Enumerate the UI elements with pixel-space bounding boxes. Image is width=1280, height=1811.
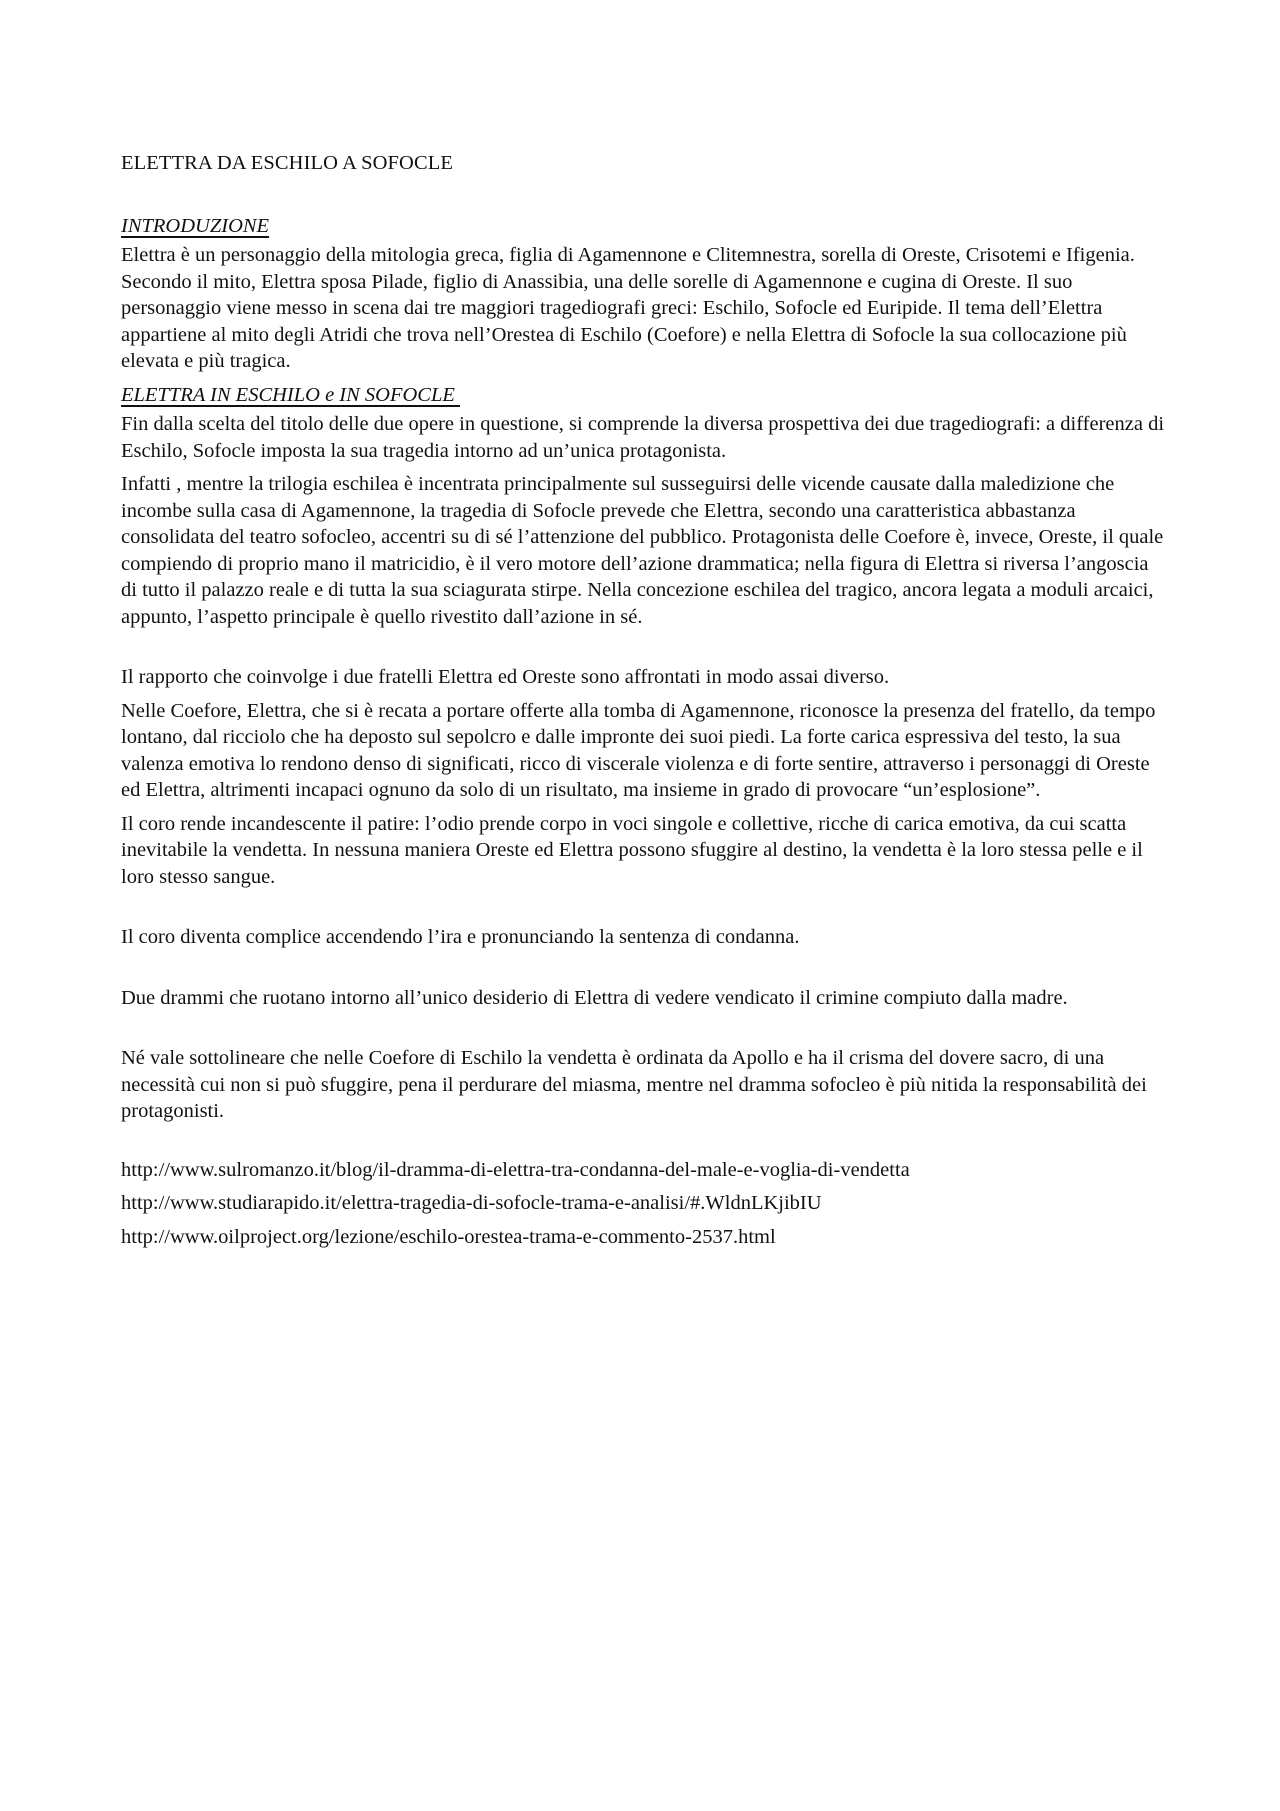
paragraph: Né vale sottolineare che nelle Coefore di Eschilo la vendetta è ordinata da Apollo e ha il crisma del dovere sacro, di una necessità cui non si può sfuggire, pena il perdurare del miasma, mentre nel dramma sofocleo è più nitida la responsabilità dei protagonisti.	[121, 1047, 1147, 1122]
reference-link[interactable]: http://www.studiarapido.it/elettra-tragedia-di-sofocle-trama-e-analisi/#.WldnLKjibIU	[121, 1192, 822, 1214]
document-title: ELETTRA DA ESCHILO A SOFOCLE	[121, 152, 453, 174]
paragraph: Elettra è un personaggio della mitologia greca, figlia di Agamennone e Clitemnestra, sorella di Oreste, Crisotemi e Ifigenia. Secondo il mito, Elettra sposa Pilade, figlio di Anassibia, una delle sorelle di Agamennone e cugina di Oreste. Il suo personaggio viene messo in scena dai tre maggiori tragediografi greci: Eschilo, Sofocle ed Euripide. Il tema dell’Elettra appartiene al mito degli Atridi che trova nell’Orestea di Eschilo (Coefore) e nella Elettra di Sofocle la sua collocazione più elevata e più tragica.	[121, 244, 1135, 372]
paragraph: Il rapporto che coinvolge i due fratelli Elettra ed Oreste sono affrontati in modo assai diverso.	[121, 666, 890, 688]
paragraph: Nelle Coefore, Elettra, che si è recata a portare offerte alla tomba di Agamennone, riconosce la presenza del fratello, da tempo lontano, dal ricciolo che ha deposto sul sepolcro e dalle impronte dei suoi piedi. La forte carica espressiva del testo, la sua valenza emotiva lo rendono denso di significati, ricco di viscerale violenza e di forte sentire, attraverso i personaggi di Oreste ed Elettra, altrimenti incapaci ognuno da solo di un risultato, ma insieme in grado di provocare “un’esplosione”.	[121, 699, 1156, 801]
section-heading-introduzione	[121, 213, 1166, 240]
paragraph: Il coro rende incandescente il patire: l’odio prende corpo in voci singole e collettive, ricche di carica emotiva, da cui scatta inevitabile la vendetta. In nessuna maniera Oreste ed Elettra possono sfuggire al destino, la vendetta è la loro stessa pelle e il loro stesso sangue.	[121, 812, 1143, 888]
paragraph: Due drammi che ruotano intorno all’unico desiderio di Elettra di vedere vendicato il crimine compiuto dalla madre.	[121, 986, 1068, 1009]
section-heading-label: INTRODUZIONE	[121, 214, 270, 237]
reference-links	[121, 1157, 1166, 1251]
document-page	[121, 150, 1166, 1257]
section-heading-label: ELETTRA IN ESCHILO e IN SOFOCLE	[121, 383, 461, 406]
paragraph: Fin dalla scelta del titolo delle due opere in questione, si comprende la diversa prospettiva dei due tragediografi: a differenza di Eschilo, Sofocle imposta la sua tragedia intorno ad un’unica protagonista.	[121, 413, 1165, 462]
reference-link[interactable]: http://www.sulromanzo.it/blog/il-dramma-di-elettra-tra-condanna-del-male-e-voglia-di-vendetta	[121, 1158, 910, 1181]
section-heading-elettra-eschilo-sofocle	[121, 382, 1166, 409]
paragraph: Il coro diventa complice accendendo l’ira e pronunciando la sentenza di condanna.	[121, 926, 800, 948]
reference-link[interactable]: http://www.oilproject.org/lezione/eschilo-orestea-trama-e-commento-2537.html	[121, 1225, 776, 1248]
paragraph: Infatti , mentre la trilogia eschilea è incentrata principalmente sul susseguirsi delle vicende causate dalla maledizione che incombe sulla casa di Agamennone, la tragedia di Sofocle prevede che Elettra, secondo una caratteristica abbastanza consolidata del teatro sofocleo, accentri su di sé l’attenzione del pubblico. Protagonista delle Coefore è, invece, Oreste, il quale compiendo di proprio mano il matricidio, è il vero motore dell’azione drammatica; nella figura di Elettra si riversa l’angoscia di tutto il palazzo reale e di tutta la sua sciagurata stirpe. Nella concezione eschilea del tragico, ancora legata a moduli arcaici, appunto, l’aspetto principale è quello rivestito dall’azione in sé.	[121, 473, 1164, 628]
